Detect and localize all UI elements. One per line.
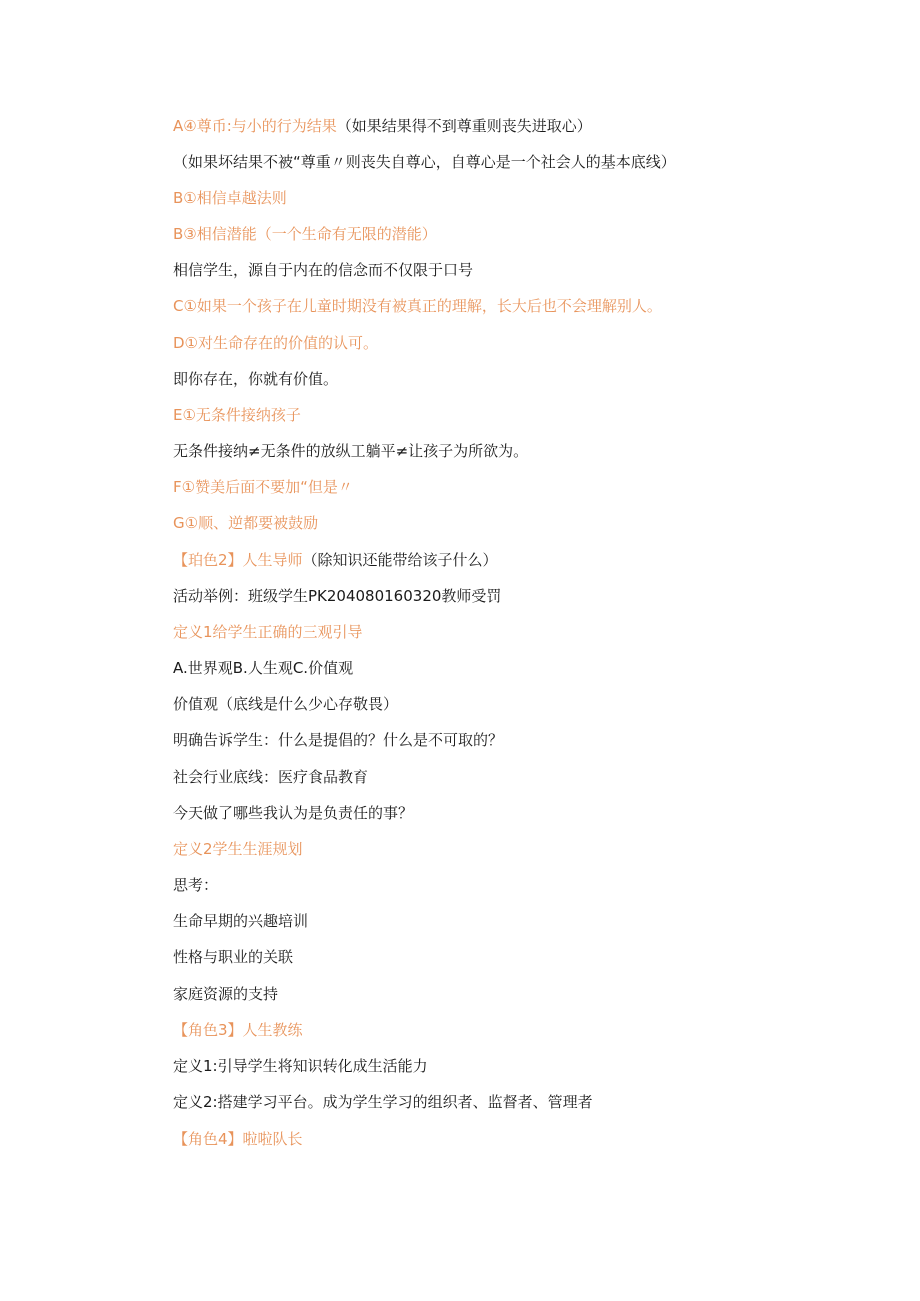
line-segment: 性格与职业的关联	[173, 948, 294, 966]
line-segment: 相信学生，源自于内在的信念而不仅限于口号	[173, 261, 474, 279]
line-segment: 生命早期的兴趣培训	[173, 912, 309, 930]
line-segment: C①如果一个孩子在儿童时期没有被真正的理解，长大后也不会理解别人。	[173, 297, 662, 315]
line-segment: 社会行业底线：医疗食品教育	[173, 768, 369, 786]
text-line-g1	[173, 513, 318, 533]
line-segment: 家庭资源的支持	[173, 985, 279, 1003]
line-segment: （除知识还能带给该子什么）	[302, 551, 498, 569]
line-segment: 定义1:引导学生将知识转化成生活能力	[173, 1057, 428, 1075]
line-segment: 思考：	[173, 876, 219, 894]
text-line	[173, 730, 503, 750]
line-segment: 【角色3】人生教练	[173, 1021, 303, 1039]
line-segment: 【角色4】啦啦队长	[173, 1130, 303, 1148]
text-line-e1	[173, 405, 301, 425]
line-segment: F①赞美后面不要加“但是〃	[173, 478, 353, 496]
line-segment: A.世界观B.人生观C.价值观	[173, 659, 354, 677]
text-line-d1	[173, 333, 378, 353]
line-segment: 【珀色2】人生导师	[173, 551, 303, 569]
text-line-def2	[173, 839, 303, 859]
text-line-f1	[173, 477, 353, 497]
text-line	[173, 441, 528, 461]
text-line-c1	[173, 296, 662, 316]
text-line-note	[173, 152, 676, 172]
text-line-b1	[173, 188, 287, 208]
text-line	[173, 694, 398, 714]
line-segment: B③相信潜能（一个生命有无限的潜能）	[173, 225, 437, 243]
text-line-b3	[173, 224, 437, 244]
line-segment: 明确告诉学生：什么是提倡的？什么是不可取的？	[173, 731, 504, 749]
line-segment: 即你存在，你就有价值。	[173, 370, 339, 388]
line-segment: 定义2:搭建学习平台。成为学生学习的组织者、监督者、管理者	[173, 1093, 593, 1111]
text-line-role2	[173, 550, 498, 570]
text-line	[173, 911, 308, 931]
line-segment: B①相信卓越法则	[173, 189, 287, 207]
line-segment: 价值观（底线是什么少心存敬畏）	[173, 695, 399, 713]
line-segment: 无条件接纳≠无条件的放纵工躺平≠让孩子为所欲为。	[173, 442, 529, 460]
line-segment: D①对生命存在的价值的认可。	[173, 334, 378, 352]
text-line-role3	[173, 1020, 303, 1040]
line-segment: （如果坏结果不被“尊重〃则丧失自尊心，自尊心是一个社会人的基本底线）	[173, 153, 676, 171]
text-line	[173, 984, 278, 1004]
text-line	[173, 803, 413, 823]
text-line-role4	[173, 1129, 303, 1149]
text-line	[173, 658, 353, 678]
text-line	[173, 875, 218, 895]
text-line	[173, 947, 293, 967]
text-line	[173, 586, 501, 606]
line-segment: （如果结果得不到尊重则丧失进取心）	[336, 117, 592, 135]
line-segment: 定义1给学生正确的三观引导	[173, 623, 363, 641]
text-line	[173, 369, 338, 389]
text-line-def1	[173, 622, 363, 642]
text-line	[173, 1092, 593, 1112]
line-segment: 定义2学生生涯规划	[173, 840, 303, 858]
text-line	[173, 767, 368, 787]
text-line	[173, 260, 473, 280]
line-segment: 活动举例：班级学生PK204080160320教师受罚	[173, 587, 502, 605]
text-line	[173, 1056, 428, 1076]
line-segment: 今天做了哪些我认为是负责任的事？	[173, 804, 414, 822]
line-segment: G①顺、逆都要被鼓励	[173, 514, 319, 532]
text-line-a4	[173, 116, 592, 136]
line-segment: E①无条件接纳孩子	[173, 406, 301, 424]
line-segment: A④尊币:与小的行为结果	[173, 117, 337, 135]
